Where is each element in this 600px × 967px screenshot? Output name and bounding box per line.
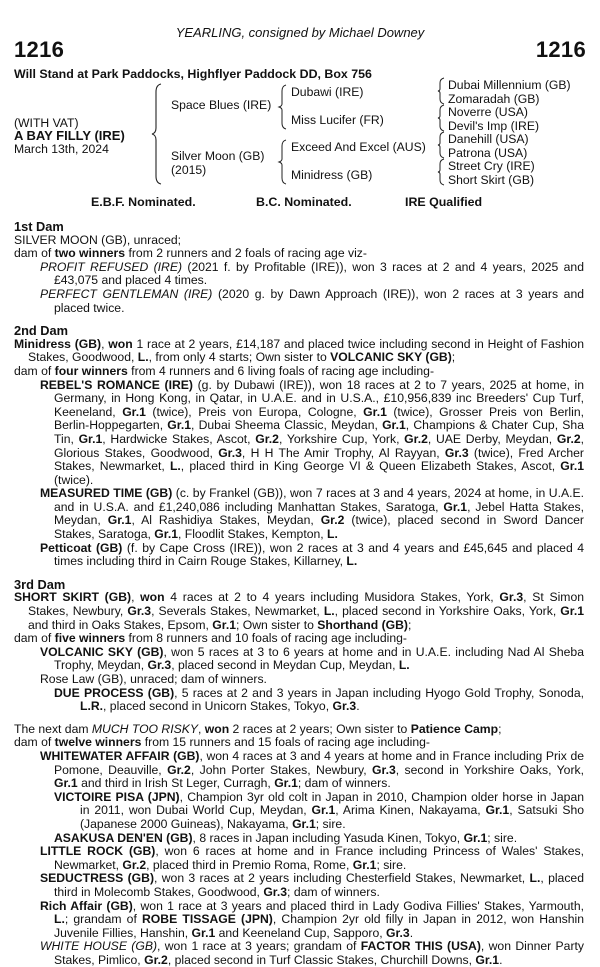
text-run: , won 1 race at 3 years; grandam of [157,939,361,954]
bold-text: Gr.3 [444,445,469,460]
text-run: , placed third in Molecomb Stakes, Goodwood, [54,871,584,899]
bold-text: L. [54,912,65,927]
horse-name: A BAY FILLY (IRE) [14,128,125,143]
text-run: , placed second in Meydan Cup, Meydan, [171,658,399,673]
text-run: , Jebel Hatta Stakes, Meydan, [54,499,584,528]
produce-entry [28,900,584,941]
bold-text: L. [346,554,358,569]
produce-entry [28,646,584,673]
bold-text: Gr.1 [463,830,488,845]
bold-text: Gr.1 [274,776,298,791]
ire-qualified: IRE Qualified [405,195,483,209]
text-run: , Champion 3yr old colt in Japan in 2010, Champion older horse in Japan in 2011, won Dubai World Cup, Meydan, [80,789,584,818]
text-run: , H H The Amir Trophy, Al Rayyan, [241,445,445,460]
bold-text: Gr.1 [54,776,78,791]
bold-text: L. [169,459,181,474]
bold-text: WHITEWATER AFFAIR (GB) [40,748,200,763]
text-run: , won 5 races at 3 to 6 years at home and in U.A.E. including Nad Al Sheba Trophy, Meydan, [54,644,584,673]
bold-text: L. [398,658,410,673]
section-next-dam [14,723,584,967]
g3-street-cry: Street Cry (IRE) [448,159,535,173]
second-dam-produce-line [14,365,584,379]
third-dam-produce-line [14,632,584,646]
bold-text: DUE PROCESS (GB) [54,685,175,700]
text-run: from 2 runners and 2 foals of racing age viz- [125,246,367,261]
next-dam-intro [14,723,584,737]
bold-text: SEDUCTRESS (GB) [40,871,155,886]
text-run: ; sire. [315,816,346,831]
pedigree-table [0,78,600,196]
text-run: , John Porter Stakes, Newbury, [190,762,373,777]
sire-sire: Dubawi (IRE) [291,85,364,99]
g3-zomaradah: Zomaradah (GB) [448,92,540,106]
text-run: (twice), Fred Archer Stakes, Newmarket, [54,445,584,474]
heading-second-dam: 2nd Dam [14,323,69,339]
g3-noverre: Noverre (USA) [448,105,528,119]
g3-patrona: Patrona (USA) [448,146,528,160]
text-run: ; [451,350,456,365]
bold-text: Gr.1 [443,499,468,514]
bold-text: Gr.1 [154,527,178,542]
bold-text: Gr.1 [560,459,584,474]
sire-dam: Miss Lucifer (FR) [291,113,384,127]
text-run: . [356,699,360,714]
bold-text: Gr.1 [475,952,500,967]
lot-number-right: 1216 [535,37,586,62]
text-run: , won 3 races at 2 years including Chesterfield Stakes, Newmarket, [154,871,530,886]
text-run: , Glorious Stakes, Goodwood, [54,431,585,460]
text-run: dam of [14,363,55,378]
bold-text: Gr.2 [255,431,279,446]
text-run: , placed second in Turf Classic Stakes, Churchill Downs, [167,952,476,967]
bold-text: Gr.3 [386,925,410,940]
text-run: , Champion 2yr old filly in Japan in 2012, won Hanshin Juvenile Fillies, Hanshin, [54,912,585,940]
bold-text: VOLCANIC SKY (GB) [330,350,452,365]
text-run: (g. by Dubawi (IRE)), won 18 races at 2 to 7 years, 2025 at home, in Germany, in Hong Kong, in Qatar, in U.A.E. and in U.S.A., £10,956,839 inc Breeders' Cup Turf, Keeneland, [54,377,584,419]
bold-text: Gr.3 [263,884,288,899]
dam-sire: Exceed And Excel (AUS) [291,140,426,154]
text-run: ; sire. [376,857,407,872]
bold-text: ROBE TISSAGE (JPN) [142,912,273,927]
text-run: , won 1 race at 3 years and placed third in Lady Godiva Fillies' Stakes, Yarmouth, [132,898,584,913]
produce-entry [28,261,584,288]
bold-text: Gr.2 [404,431,428,446]
text-run: dam of [14,631,55,646]
bold-text: L. [327,527,338,542]
italic-text: PROFIT REFUSED (IRE) [40,259,183,274]
heading-third-dam: 3rd Dam [14,576,66,592]
text-run: , Satsuki Sho (Japanese 2000 Guineas), Nakayama, [80,803,585,831]
bold-text: two winners [54,246,126,261]
text-run: ; dam of winners. [287,884,380,899]
bold-text: Gr.3 [218,445,242,460]
text-run: 1 race at 2 years, £14,187 and placed twice including second in Height of Fashion Stakes, Goodwood, [28,336,584,365]
produce-entry [28,487,584,541]
text-run: and third in Oaks Stakes, Epsom, [28,617,213,632]
text-run: from 15 runners and 15 foals of racing age including- [141,735,430,750]
bold-text: won [140,590,165,605]
text-run: , UAE Derby, Meydan, [427,431,557,446]
heading-first-dam: 1st Dam [14,219,64,234]
bold-text: Gr.1 [122,404,146,419]
bold-text: L. [529,871,541,886]
text-run: , 5 races at 2 and 3 years in Japan including Hyogo Gold Trophy, Sonoda, [174,685,584,700]
text-run: , St Simon Stakes, Newbury, [28,590,585,619]
first-dam-line: SILVER MOON (GB), unraced; [14,232,182,247]
text-run: ; [407,617,412,632]
produce-entry [28,872,584,899]
text-run: ; grandam of [64,912,142,927]
bold-text: FACTOR THIS (USA) [360,939,481,954]
section-third-dam [14,578,584,714]
bold-text: won [108,336,133,351]
bold-text: MEASURED TIME (GB) [40,486,173,501]
produce-entry [28,940,584,967]
bold-text: four winners [54,363,128,378]
produce-entry [28,750,584,791]
bold-text: Rich Affair (GB) [40,898,133,913]
bc-nominated: B.C. Nominated. [256,195,352,209]
text-run: , won Dinner Party Stakes, Pimlico, [54,939,585,967]
bold-text: Gr.2 [320,513,345,528]
bold-text: L. [323,604,335,619]
bold-text: twelve winners [54,735,142,750]
bold-text: Gr.1 [167,418,191,433]
grand-produce-entry [54,832,584,846]
italic-text: PERFECT GENTLEMAN (IRE) [40,286,213,301]
text-run: 4 races at 2 to 4 years including Musidora Stakes, York, [164,590,500,605]
section-first-dam [14,220,584,315]
bold-text: VICTOIRE PISA (JPN) [54,789,180,804]
text-run: , Arima Kinen, Nakayama, [335,803,486,818]
bold-text: Gr.2 [556,431,581,446]
bold-text: SHORT SKIRT (GB) [14,590,132,605]
text-run: (twice), Grosser Preis von Berlin, Berlin-Hoppegarten, [54,404,584,433]
text-run: and Keeneland Cup, Sapporo, [215,925,386,940]
text-run: and third in Irish St Leger, Curragh, [77,776,275,791]
stand-location: Will Stand at Park Paddocks, Highflyer Paddock DD, Box 756 [14,67,372,81]
bold-text: Gr.1 [311,803,336,818]
text-run: , Al Rashidiya Stakes, Meydan, [131,513,321,528]
lot-number-left: 1216 [14,37,65,62]
text-run: from 4 runners and 6 living foals of racing age including- [127,363,435,378]
text-run: , Champions & Chater Cup, Sha Tin, [54,418,584,446]
text-run: , from only 4 starts; Own sister to [148,350,331,365]
bold-text: Gr.2 [167,762,191,777]
produce-entry [28,845,584,872]
text-run: , won 4 races at 3 and 4 years at home and in France including Prix de Pomone, Deauville, [54,748,584,777]
text-run: , won 6 races at home and in France including Princess of Wales' Stakes, Newmarket, [54,844,584,872]
text-run: , Hardwicke Stakes, Ascot, [102,431,256,446]
bold-text: Gr.3 [499,590,524,605]
text-run: dam of [14,246,55,261]
bold-text: VOLCANIC SKY (GB) [40,644,164,659]
bold-text: Petticoat (GB) [40,540,123,555]
ebf-nominated: E.B.F. Nominated. [91,195,196,209]
text-run: , placed third in Premio Roma, Rome, [146,857,353,872]
bold-text: Gr.3 [372,762,396,777]
text-run: (2020 g. by Dawn Approach (IRE)), won 2 races at 3 years and placed twice. [54,286,584,315]
bold-text: Gr.1 [352,857,377,872]
consignment-line: YEARLING, consigned by Michael Downey [175,25,425,40]
bold-text: Gr.1 [363,404,387,419]
text-run: ; Own sister to [235,617,318,632]
sire-name: Space Blues (IRE) [171,98,272,112]
pedigree-brace-dam [279,140,287,184]
bold-text: Gr.1 [78,431,103,446]
first-dam-produce-line [14,247,584,261]
produce-entry: Rose Law (GB), unraced; dam of winners. [40,672,267,686]
produce-entry [28,288,584,315]
italic-text: MUCH TOO RISKY [91,721,198,736]
text-run: The next dam [14,721,92,736]
pedigree-notes [14,220,584,967]
g3-dubai-millennium: Dubai Millennium (GB) [448,78,571,92]
bold-text: Gr.1 [485,803,510,818]
text-run: , 8 races in Japan including Yasuda Kinen, Tokyo, [192,830,464,845]
second-dam-intro: Minidress (GB), won 1 race at 2 years, £14,187 and placed twice including second in Height of Fashion Stakes, Goodwood, L., from only 4 starts; Own sister to VOLCANIC SKY (GB); [14,336,584,365]
text-run: , placed second in Yorkshire Oaks, York, [334,604,561,619]
text-run: (2021 f. by Profitable (IRE)), won 3 races at 2 and 4 years, 2025 and £43,075 and placed 4 times. [54,259,584,288]
dam-dam: Minidress (GB) [291,168,373,182]
g3-devils-imp: Devil's Imp (IRE) [448,119,540,133]
text-run: , placed third in King George VI & Queen Elizabeth Stakes, Ascot, [180,459,561,474]
bold-text: LITTLE ROCK (GB) [40,844,156,859]
bold-text: Minidress (GB) [14,336,102,351]
text-run: 2 races at 2 years; Own sister to [229,721,411,736]
dam-name: Silver Moon (GB) [171,149,265,163]
bold-text: Gr.1 [191,925,216,940]
dam-year: (2015) [171,163,207,177]
text-run: dam of [14,735,55,750]
vat-note: (WITH VAT) [14,116,79,130]
bold-text: Gr.1 [107,513,132,528]
text-run: from 8 runners and 10 foals of racing age including- [125,631,407,646]
next-dam-produce-line [14,736,584,750]
grand-produce-entry [54,687,584,714]
text-run: (twice). [54,472,94,487]
bold-text: won [204,721,230,736]
g3-danehill: Danehill (USA) [448,132,529,146]
text-run: ; [498,721,502,736]
text-run: , placed second in Unicorn Stakes, Tokyo, [103,699,333,714]
bold-text: Gr.3 [127,604,152,619]
text-run: . [409,925,414,940]
text-run: (f. by Cape Cross (IRE)), won 2 races at 3 and 4 years and £45,645 and placed 4 times including third in Cairn Rouge Stakes, Killarney, [54,540,585,569]
bold-text: Gr.3 [332,699,357,714]
bold-text: Gr.1 [292,816,316,831]
foaling-date: March 13th, 2024 [14,142,109,156]
bold-text: Gr.1 [212,617,236,632]
third-dam-intro: SHORT SKIRT (GB), won 4 races at 2 to 4 years including Musidora Stakes, York, Gr.3, St Simon Stakes, Newbury, Gr.3, Severals Stakes, Newmarket, L., placed second in Yorkshire Oaks, York, Gr.1 and third in Oaks Stakes, Epsom, Gr.1; Own sister to Shorthand (GB); [14,590,585,632]
bold-text: Gr.1 [382,418,406,433]
text-run: . [499,952,503,967]
text-run: ; dam of winners. [297,776,391,791]
g3-short-skirt: Short Skirt (GB) [448,173,535,187]
bold-text: Gr.1 [560,604,584,619]
bold-text: REBEL'S ROMANCE (IRE) [40,377,193,392]
bold-text: Gr.2 [144,952,168,967]
pedigree-brace-main [152,84,162,184]
pedigree-brace-g3-2 [438,105,445,131]
italic-text: WHITE HOUSE (GB) [40,939,158,954]
bold-text: Shorthand (GB) [317,617,408,632]
text-run: , Yorkshire Cup, York, [278,431,405,446]
text-run: (c. by Frankel (GB)), won 7 races at 3 and 4 years, 2024 at home, in U.A.E. and in U.S.A. and £1,240,086 including Manhattan Stakes, Saratoga, [54,486,584,514]
text-run: , Floodlit Stakes, Kempton, [178,527,328,542]
bold-text: L. [137,350,149,365]
text-run: ; sire. [487,830,518,845]
text-run: , Severals Stakes, Newmarket, [151,604,324,619]
bold-text: ASAKUSA DEN'EN (GB) [54,830,193,845]
produce-entry [28,379,584,488]
grand-produce-entry [54,791,584,832]
bold-text: L.R. [80,699,104,714]
pedigree-brace-g3-1 [438,78,445,104]
pedigree-brace-sire [279,85,287,129]
text-run: , Dubai Sheema Classic, Meydan, [191,418,383,433]
pedigree-brace-g3-4 [438,159,445,185]
text-run: (twice), placed second in Sword Dancer Stakes, Saratoga, [54,513,584,542]
bold-text: Gr.3 [147,658,172,673]
text-run: , [198,721,205,736]
produce-entry [28,542,584,569]
pedigree-brace-g3-3 [438,132,445,158]
text-run: , second in Yorkshire Oaks, York, [395,762,584,777]
text-run: (twice), Preis von Europa, Cologne, [145,404,364,419]
bold-text: Patience Camp [410,721,499,736]
bold-text: Gr.2 [122,857,147,872]
bold-text: five winners [54,631,126,646]
section-second-dam [14,324,584,569]
